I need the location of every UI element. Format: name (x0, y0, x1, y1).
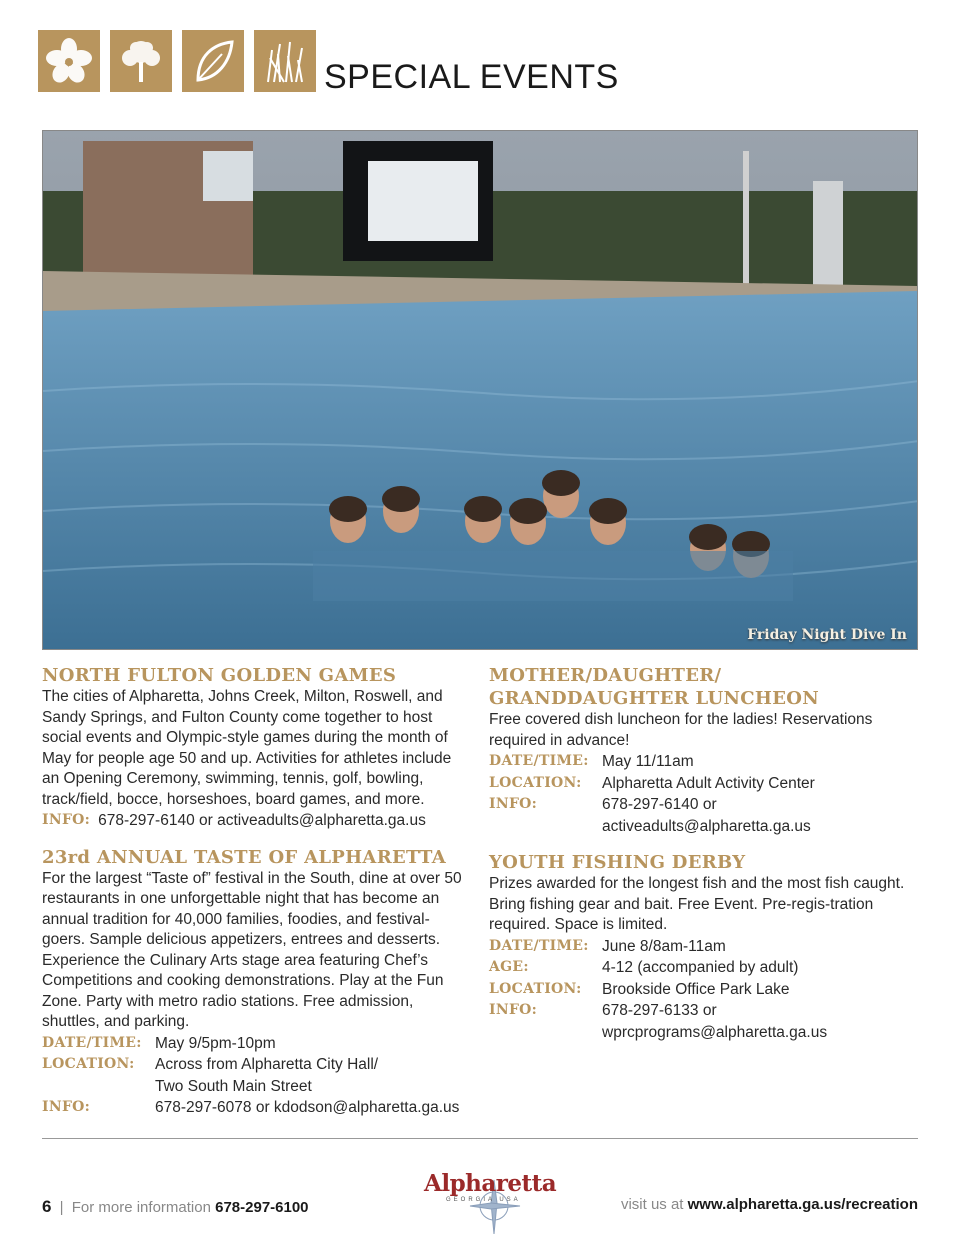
age-label: AGE: (489, 959, 529, 975)
photo-caption: Friday Night Dive In (747, 627, 907, 643)
leaf-icon (182, 30, 244, 92)
info-line-2: activeadults@alpharetta.ga.us (602, 817, 811, 835)
info-value: 678-297-6140 or activeadults@alpharetta.ga.us (98, 812, 426, 829)
location-row (489, 773, 919, 795)
event-title-line-2: GRANDDAUGHTER LUNCHEON (489, 688, 819, 709)
info-row (42, 1097, 472, 1119)
alpharetta-logo (410, 1150, 557, 1236)
info-value: 678-297-6078 or kdodson@alpharetta.ga.us (155, 1099, 460, 1116)
location-label: LOCATION: (489, 774, 582, 791)
event-taste-of-alpharetta (42, 846, 472, 1119)
pool-scene-illustration (43, 131, 918, 650)
event-photo (42, 130, 918, 650)
age-value: 4-12 (accompanied by adult) (602, 959, 799, 976)
website-link[interactable]: www.alpharetta.ga.us/recreation (687, 1196, 918, 1213)
event-title: 23rd ANNUAL TASTE OF ALPHARETTA (42, 846, 447, 868)
location-label: LOCATION: (42, 1056, 135, 1072)
info-row (42, 810, 472, 832)
event-youth-fishing-derby (489, 851, 919, 1043)
info-line-1: 678-297-6140 or (602, 796, 717, 813)
location-value (155, 1054, 378, 1097)
age-row (489, 957, 919, 979)
info-label: INFO: (42, 812, 91, 828)
info-label: INFO: (489, 1002, 538, 1018)
info-line-1: 678-297-6133 or (602, 1002, 717, 1019)
footer-divider (42, 1138, 918, 1139)
footer-separator: | (59, 1199, 64, 1216)
info-row (489, 1000, 919, 1043)
logo-subtext: GEORGIA USA (446, 1197, 521, 1203)
info-label: INFO: (42, 1099, 91, 1115)
footer-website (621, 1196, 918, 1213)
event-title: YOUTH FISHING DERBY (489, 852, 746, 873)
event-golden-games (42, 664, 472, 832)
info-line-2: wprcprograms@alpharetta.ga.us (602, 1023, 828, 1041)
right-column (489, 664, 919, 1057)
info-row (489, 794, 919, 837)
visit-text: visit us at (620, 1196, 684, 1213)
logo-text: Alpharetta (424, 1170, 557, 1197)
date-label: DATE/TIME: (42, 1034, 142, 1051)
left-column (42, 664, 472, 1133)
date-row (489, 751, 919, 773)
date-label: DATE/TIME: (489, 753, 589, 769)
location-row (42, 1054, 472, 1097)
date-label: DATE/TIME: (489, 937, 589, 954)
grass-icon (254, 30, 316, 92)
info-value (602, 794, 811, 837)
location-line-1: Across from Alpharetta City Hall/ (155, 1056, 379, 1073)
tree-icon (110, 30, 172, 92)
footer-phone: 678-297-6100 (215, 1199, 309, 1216)
event-description: Prizes awarded for the longest fish and the most fish caught. Bring fishing gear and bait. Free Event. Pre-regis-tration required. Space is limited. (489, 875, 905, 933)
date-row (42, 1033, 472, 1055)
info-label: INFO: (489, 796, 538, 812)
page-title: SPECIAL EVENTS (324, 58, 619, 96)
location-value: Brookside Office Park Lake (602, 980, 790, 998)
location-row (489, 979, 919, 1001)
info-value (602, 1000, 827, 1043)
more-info-text: For more information (71, 1199, 211, 1216)
event-description: The cities of Alpharetta, Johns Creek, Milton, Roswell, and Sandy Springs, and Fulton County come together to host social events and Olympic-style games during the month of May for people age 50 and up. Activities for athletes include an Opening Ceremony, swimming, tennis, golf, bowling, track/field, bocce, horseshoes, board games, and more. (42, 688, 452, 808)
event-description: Free covered dish luncheon for the ladies! Reservations required in advance! (489, 711, 873, 749)
event-description: For the largest “Taste of” festival in the South, dine at over 50 restaurants in one unforgettable night that has become an annual tradition for 40,000 families, foodies, and festival-goers. Sample delicious appetizers, entrees and desserts. Experience the Culinary Arts stage area featuring Chef’s Competitions and cooking demonstrations. Play at the Fun Zone. Party with metro radio stations. Free admission, shuttles, and parking. (42, 869, 462, 1030)
location-line-2: Two South Main Street (155, 1077, 312, 1095)
event-title-line-1: MOTHER/DAUGHTER/ (489, 665, 722, 686)
event-luncheon (489, 664, 919, 837)
location-label: LOCATION: (489, 980, 582, 997)
page-number: 6 (42, 1197, 52, 1216)
location-value: Alpharetta Adult Activity Center (602, 774, 815, 792)
footer-contact (42, 1197, 309, 1217)
header-icon-row (38, 30, 316, 92)
date-row (489, 936, 919, 958)
event-title: NORTH FULTON GOLDEN GAMES (42, 665, 397, 686)
date-value: June 8/8am-11am (602, 937, 726, 955)
hibiscus-flower-icon (38, 30, 100, 92)
date-value: May 9/5pm-10pm (155, 1034, 276, 1052)
date-value: May 11/11am (602, 753, 694, 770)
